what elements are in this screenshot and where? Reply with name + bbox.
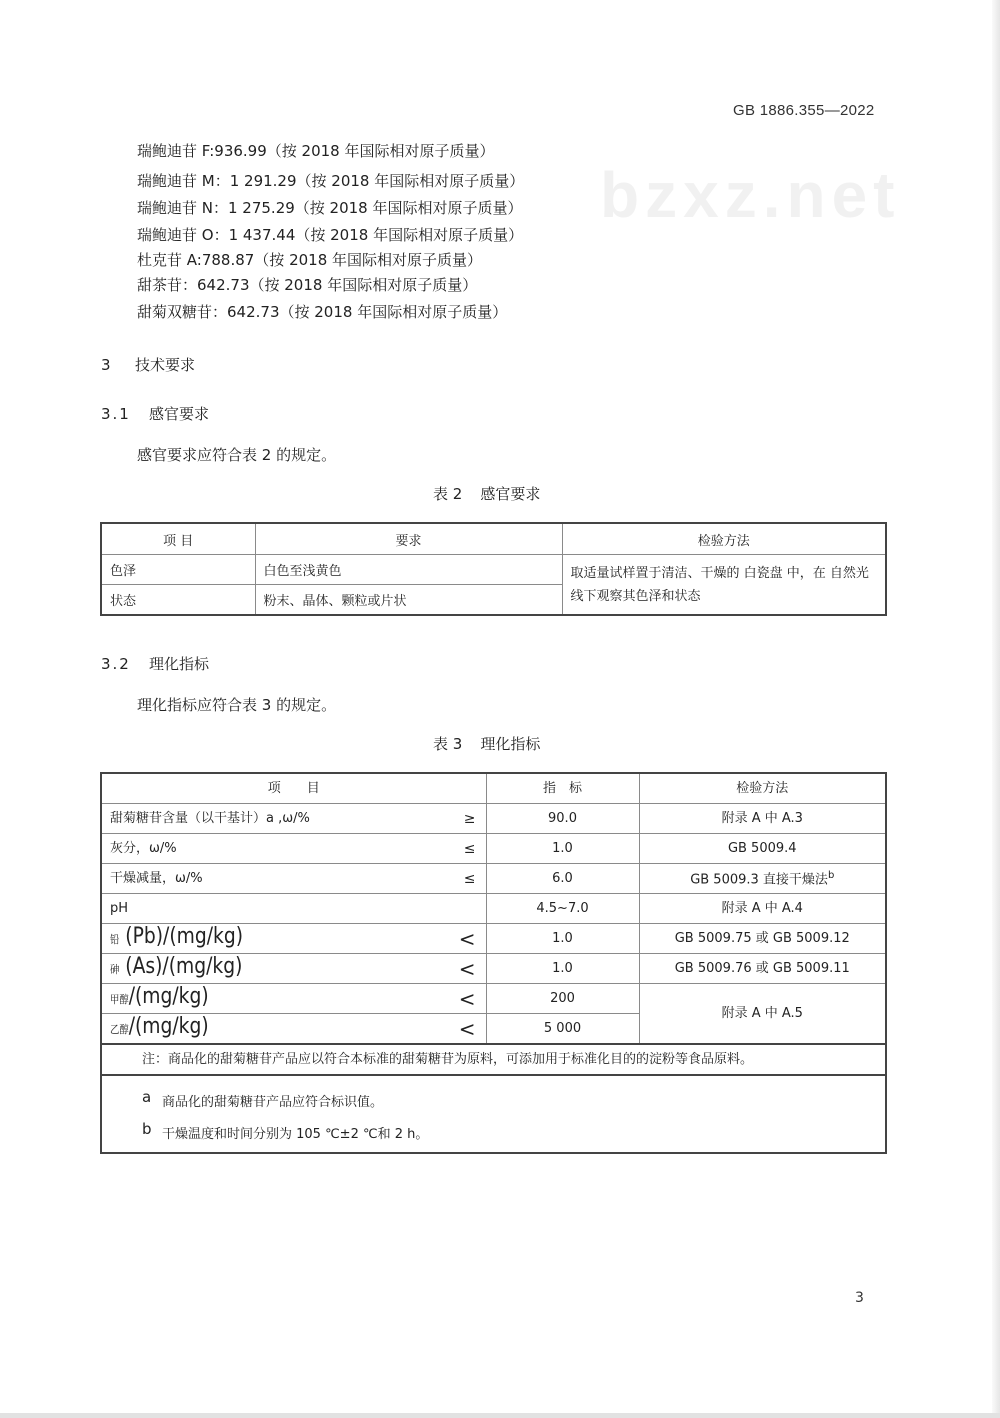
item-prefix: 乙醇 [110, 1023, 129, 1036]
table-header-row [101, 773, 886, 804]
column-header: 项 目 [101, 523, 255, 555]
requirement-cell: 白色至浅黄色 [255, 555, 562, 585]
comparison-symbol: < [458, 1016, 476, 1041]
item-prefix: 铅 [110, 933, 120, 946]
mass-line: 甜菊双糖苷：642.73（按 2018 年国际相对原子质量） [137, 303, 508, 321]
item-label: pH [110, 900, 129, 916]
table2-caption [433, 483, 540, 504]
method-cell [639, 864, 886, 894]
mass-line: 甜茶苷：642.73（按 2018 年国际相对原子质量） [137, 276, 478, 294]
item-label: 干燥减量，ω/% [110, 870, 203, 886]
mass-line: 瑞鲍迪苷 F:936.99（按 2018 年国际相对原子质量） [137, 142, 495, 160]
item-label [110, 954, 242, 983]
table-row [101, 984, 886, 1014]
item-cell [101, 834, 486, 864]
page-number: 3 [855, 1290, 864, 1306]
comparison-symbol: ≤ [463, 870, 476, 887]
standard-number: GB 1886.355—2022 [733, 102, 875, 119]
table-row [101, 894, 886, 924]
footnote-text: 干燥温度和时间分别为 105 ℃±2 ℃和 2 h。 [162, 1127, 429, 1142]
footnote [142, 1116, 885, 1148]
table-row [101, 954, 886, 984]
value-cell: 6.0 [486, 864, 639, 894]
item-prefix: 甲醇 [110, 993, 129, 1006]
item-label [110, 1014, 209, 1043]
item-unit: (As)/(mg/kg) [125, 954, 243, 979]
comparison-symbol: ≤ [463, 840, 476, 857]
item-cell: 色泽 [101, 555, 255, 585]
comparison-symbol: < [458, 986, 476, 1011]
method-cell: GB 5009.75 或 GB 5009.12 [639, 924, 886, 954]
value-cell: 90.0 [486, 804, 639, 834]
item-cell [101, 864, 486, 894]
section-body: 理化指标应符合表 3 的规定。 [137, 696, 337, 714]
watermark: bzxz.net [600, 159, 901, 231]
method-cell: 附录 A 中 A.3 [639, 804, 886, 834]
table-note-row [101, 1044, 886, 1075]
value-cell: 1.0 [486, 834, 639, 864]
table-row [101, 924, 886, 954]
item-cell [101, 1014, 486, 1045]
item-unit: /(mg/kg) [128, 984, 209, 1009]
page-edge [992, 0, 1000, 1418]
table-row [101, 864, 886, 894]
table3-caption [433, 733, 540, 754]
section-heading-3-1 [101, 403, 209, 424]
caption-number: 表 3 [433, 735, 463, 753]
method-text: GB 5009.3 直接干燥法 [690, 872, 828, 888]
section-title: 技术要求 [135, 356, 196, 374]
table-note: 注：商品化的甜菊糖苷产品应以符合本标准的甜菊糖苷为原料，可添加用于标准化目的的淀粉等食品原料。 [101, 1044, 886, 1075]
caption-title: 感官要求 [480, 485, 541, 503]
mass-line: 杜克苷 A:788.87（按 2018 年国际相对原子质量） [137, 251, 483, 269]
section-title: 理化指标 [149, 655, 210, 673]
item-cell [101, 924, 486, 954]
item-prefix: 砷 [110, 963, 120, 976]
requirement-cell: 粉末、晶体、颗粒或片状 [255, 585, 562, 616]
page-edge [0, 1413, 1000, 1418]
section-number: 3.2 [101, 655, 131, 673]
item-cell [101, 984, 486, 1014]
section-number: 3 [101, 356, 111, 374]
section-body: 感官要求应符合表 2 的规定。 [137, 446, 337, 464]
section-number: 3.1 [101, 405, 131, 423]
table-header-row [101, 523, 886, 555]
section-title: 感官要求 [149, 405, 210, 423]
method-cell: GB 5009.76 或 GB 5009.11 [639, 954, 886, 984]
item-label [110, 984, 209, 1013]
footnote [142, 1084, 885, 1116]
value-cell: 4.5~7.0 [486, 894, 639, 924]
mass-line: 瑞鲍迪苷 M：1 291.29（按 2018 年国际相对原子质量） [137, 172, 525, 190]
footnote-mark: a [142, 1088, 152, 1106]
column-header: 检验方法 [639, 773, 886, 804]
mass-line: 瑞鲍迪苷 N：1 275.29（按 2018 年国际相对原子质量） [137, 199, 523, 217]
column-header: 项 目 [101, 773, 486, 804]
column-header: 检验方法 [562, 523, 886, 555]
footnote-text: 商品化的甜菊糖苷产品应符合标识值。 [162, 1095, 384, 1110]
comparison-symbol: < [458, 926, 476, 951]
item-unit: (Pb)/(mg/kg) [125, 924, 244, 949]
comparison-symbol: ≥ [463, 810, 476, 827]
value-cell: 1.0 [486, 954, 639, 984]
caption-title: 理化指标 [480, 735, 541, 753]
item-label: 甜菊糖苷含量（以干基计）a ,ω/% [110, 810, 310, 826]
caption-number: 表 2 [433, 485, 463, 503]
item-cell: 状态 [101, 585, 255, 616]
table-row [101, 834, 886, 864]
footnote-mark: b [142, 1120, 152, 1138]
item-cell [101, 954, 486, 984]
value-cell: 1.0 [486, 924, 639, 954]
method-cell: 附录 A 中 A.5 [639, 984, 886, 1045]
table-physicochemical-indicators [100, 772, 887, 1154]
item-label: 灰分，ω/% [110, 840, 177, 856]
method-cell: 取适量试样置于清洁、干燥的 白瓷盘 中，在 自然光线下观察其色泽和状态 [562, 555, 886, 616]
table-sensory-requirements [100, 522, 887, 616]
comparison-symbol: < [458, 956, 476, 981]
footnote-ref: b [827, 870, 835, 882]
method-cell: 附录 A 中 A.4 [639, 894, 886, 924]
item-cell [101, 804, 486, 834]
column-header: 要求 [255, 523, 562, 555]
table-row [101, 804, 886, 834]
section-heading-3 [101, 354, 195, 375]
value-cell: 5 000 [486, 1014, 639, 1045]
footnotes-cell [101, 1075, 886, 1153]
section-heading-3-2 [101, 653, 209, 674]
method-cell: GB 5009.4 [639, 834, 886, 864]
item-cell [101, 894, 486, 924]
value-cell: 200 [486, 984, 639, 1014]
table-footnotes-row [101, 1075, 886, 1153]
column-header: 指 标 [486, 773, 639, 804]
item-unit: /(mg/kg) [128, 1014, 209, 1039]
item-label [110, 924, 243, 953]
mass-line: 瑞鲍迪苷 O：1 437.44（按 2018 年国际相对原子质量） [137, 226, 524, 244]
table-row [101, 555, 886, 585]
